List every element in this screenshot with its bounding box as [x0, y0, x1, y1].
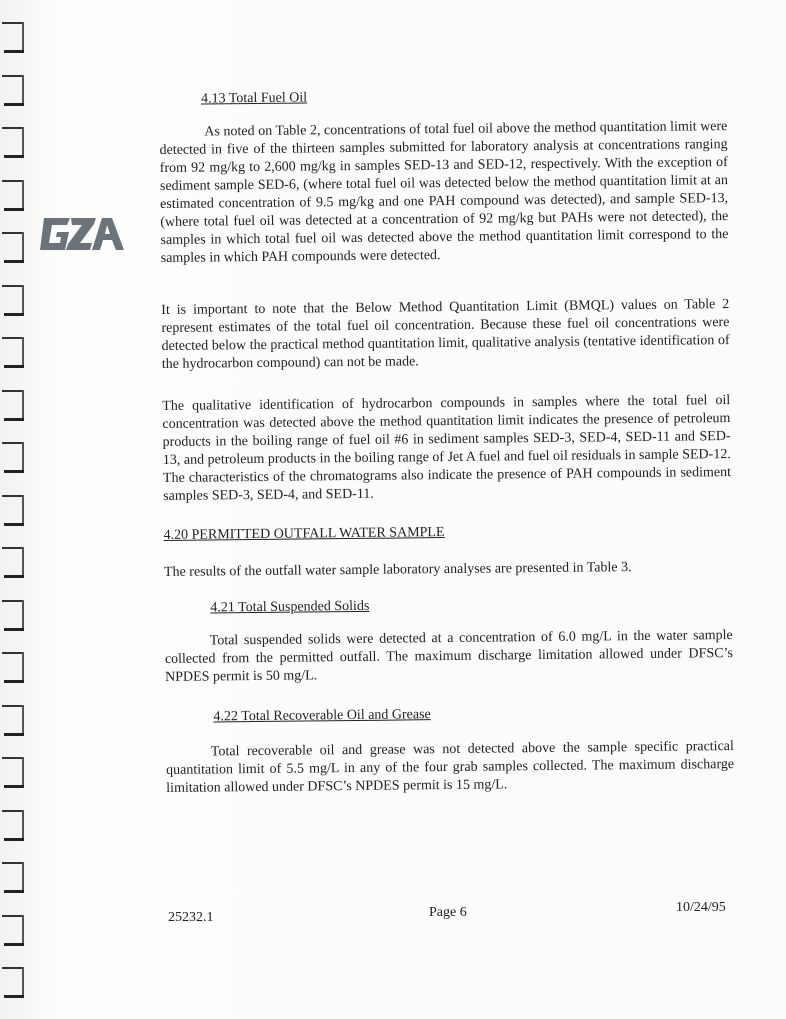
footer-date: 10/24/95 — [676, 900, 726, 915]
binding-hole — [2, 757, 28, 797]
heading-4-13: 4.13 Total Fuel Oil — [200, 90, 308, 107]
gza-logo — [40, 214, 124, 254]
binding-hole — [2, 285, 28, 325]
heading-4-20: 4.20 PERMITTED OUTFALL WATER SAMPLE — [163, 525, 445, 543]
binding-hole — [2, 547, 28, 587]
paragraph-4-22-1: Total recoverable oil and grease was not detected above the sample specific practical quantitation limit of 5.5 mg/L in any of the four grab samples collected. The maximum discharge limitation allowed under DFSC’s NPDES permit is 15 mg/L. — [165, 739, 735, 796]
paragraph-4-21-1: Total suspended solids were detected at a concentration of 6.0 mg/L in the water sample collected from the permitted outfall. The maximum discharge limitation allowed under DFSC’s NPDES permit is 50 mg/L. — [164, 628, 733, 685]
spiral-binding — [0, 0, 34, 1019]
binding-hole — [2, 495, 28, 535]
footer-doc-number: 25232.1 — [168, 910, 214, 925]
binding-hole — [2, 862, 28, 902]
binding-hole — [2, 22, 28, 62]
paragraph-4-13-2: It is important to note that the Below Method Quantitation Limit (BMQL) values on Table 2 represent estimates of the total fuel oil concentration. Because these fuel oil concentrations were detected below the practical method quantitation limit, qualitative analysis (tentative identification of the hydrocarbon compound) can not be made. — [161, 297, 730, 372]
binding-hole — [2, 915, 28, 955]
paragraph-4-13-3: The qualitative identification of hydrocarbon compounds in samples where the total fuel oil concentration was detected above the method quantitation limit indicates the presence of petroleum products in the boiling range of fuel oil #6 in sediment samples SED-3, SED-4, SED-11 and SED-13, and petroleum products in the boiling range of Jet A fuel and fuel oil residuals in sample SED-12. The characteristics of the chromatograms also indicate the presence of PAH compounds in sediment samples SED-3, SED-4, and SED-11. — [162, 393, 732, 504]
binding-hole — [2, 810, 28, 850]
binding-hole — [2, 442, 28, 482]
binding-hole — [2, 75, 28, 115]
binding-hole — [2, 652, 28, 692]
paragraph-4-20-1: The results of the outfall water sample laboratory analyses are presented in Table 3. — [163, 560, 632, 580]
paragraph-4-13-1: As noted on Table 2, concentrations of total fuel oil above the method quantitation limit were detected in five of the thirteen samples submitted for laboratory analysis at concentrations ranging from 92 mg/kg to 2,600 mg/kg in samples SED-13 and SED-12, respectively. With the exception of sediment sample SED-6, (where total fuel oil was detected below the method quantitation limit at an estimated concentration of 9.5 mg/kg and one PAH compound was detected), and sample SED-13, (where total fuel oil was detected at a concentration of 92 mg/kg but PAHs were not detected), the samples in which total fuel oil was detected above the method quantitation limit correspond to the samples in which PAH compounds were detected. — [159, 119, 729, 266]
binding-hole — [2, 180, 28, 220]
binding-hole — [2, 127, 28, 167]
heading-4-22: 4.22 Total Recoverable Oil and Grease — [213, 707, 431, 725]
heading-4-21: 4.21 Total Suspended Solids — [210, 598, 370, 616]
footer-page-number: Page 6 — [429, 905, 467, 920]
binding-hole — [2, 390, 28, 430]
binding-hole — [2, 600, 28, 640]
binding-hole — [2, 232, 28, 272]
binding-hole — [2, 967, 28, 1007]
binding-hole — [2, 337, 28, 377]
binding-hole — [2, 705, 28, 745]
